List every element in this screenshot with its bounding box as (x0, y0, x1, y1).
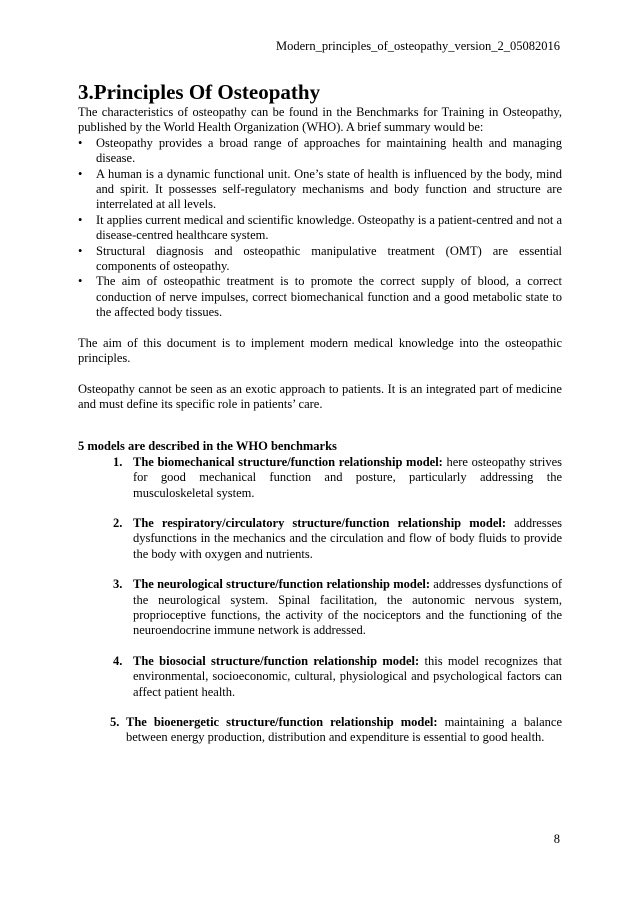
model-title: The bioenergetic structure/function relationship model: (126, 715, 438, 729)
model-description: this model recognizes that environmental, socioeconomic, cultural, physiological and psychological factors can affect patient health. (133, 653, 562, 699)
intro-paragraph: The characteristics of osteopathy can be found in the Benchmarks for Training in Osteopathy, published by the World Health Organization (WHO). A brief summary would be: (78, 105, 562, 135)
aim-paragraph: The aim of this document is to implement modern medical knowledge into the osteopathic principles. (78, 335, 562, 366)
model-item (113, 654, 562, 700)
running-header: Modern_principles_of_osteopathy_version_2_05082016 (276, 39, 560, 53)
model-description: addresses dysfunctions of the neurological system. Spinal facilitation, the autonomic nervous system, proprioceptive functions, the activity of the nociceptors and the functioning of the neuroendocrine immune network is addressed. (133, 577, 562, 638)
bullet-icon: • (78, 166, 83, 181)
list-item-text: The aim of osteopathic treatment is to promote the correct supply of blood, a correct conduction of nerve impulses, correct biomechanical function and a good metabolic state to the affected body tissues. (96, 274, 562, 320)
models-heading: 5 models are described in the WHO benchmarks (78, 439, 337, 454)
bullet-icon: • (78, 212, 83, 227)
model-description: addresses dysfunctions in the mechanics and the circulation and flow of body fluids to provide the body with oxygen and nutrients. (133, 515, 562, 561)
list-item (78, 167, 562, 213)
model-title: The neurological structure/function relationship model: (133, 577, 431, 592)
model-description: here osteopathy strives for good mechanical function and posture, particularly addressing the musculoskeletal system. (133, 454, 562, 500)
list-item (78, 136, 562, 167)
list-item-text: Osteopathy provides a broad range of approaches for maintaining health and managing disease. (96, 135, 562, 166)
section-title: 3.Principles Of Osteopathy (78, 80, 321, 104)
list-item (78, 274, 562, 320)
model-item (113, 577, 562, 639)
list-item (78, 213, 562, 244)
model-title: The biosocial structure/function relationship model: (133, 653, 420, 668)
model-number: 1. (113, 454, 123, 469)
list-item (78, 244, 562, 275)
list-item-text: It applies current medical and scientific knowledge. Osteopathy is a patient-centred and not a disease-centred healthcare system. (96, 212, 562, 243)
spacer (78, 412, 562, 439)
model-item (110, 715, 562, 746)
model-description: maintaining a balance between energy production, distribution and expenditure is essential to good health. (126, 715, 562, 745)
model-number: 5. (110, 715, 120, 729)
spacer (78, 321, 562, 336)
model-title: The biomechanical structure/function relationship model: (133, 454, 443, 469)
list-item-text: Structural diagnosis and osteopathic manipulative treatment (OMT) are essential components of osteopathy. (96, 243, 562, 274)
page-content (78, 80, 562, 761)
bullet-icon: • (78, 135, 83, 150)
principles-list (78, 136, 562, 321)
bullet-icon: • (78, 243, 83, 258)
model-number: 4. (113, 653, 123, 668)
model-title: The respiratory/circulatory structure/function relationship model: (133, 515, 507, 530)
model-number: 3. (113, 577, 123, 592)
bullet-icon: • (78, 274, 83, 289)
list-item-text: A human is a dynamic functional unit. One’s state of health is influenced by the body, mind and spirit. It possesses self-regulatory mechanisms and body function and structure are interrelated at all levels. (96, 166, 562, 212)
page-number: 8 (553, 832, 560, 846)
model-item (113, 455, 562, 501)
model-number: 2. (113, 515, 123, 530)
exotic-paragraph: Osteopathy cannot be seen as an exotic approach to patients. It is an integrated part of medicine and must define its specific role in patients’ care. (78, 381, 562, 411)
model-item (113, 516, 562, 562)
models-list (78, 455, 562, 746)
spacer (78, 367, 562, 382)
